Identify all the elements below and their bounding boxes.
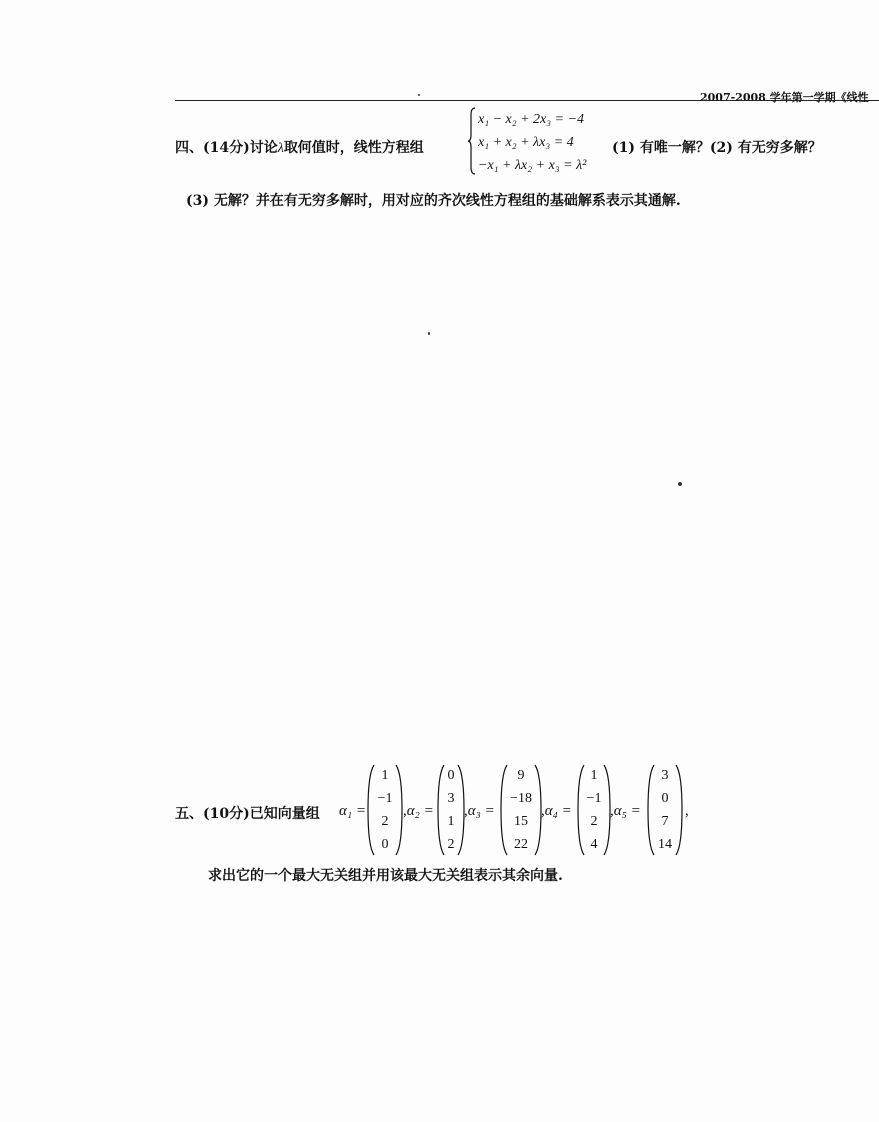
vector-entry: 0 xyxy=(447,767,455,783)
alpha3-label: ,α₃ = xyxy=(464,803,495,819)
equation-3: −x₁ + λx₂ + x₃ = λ² xyxy=(478,158,587,173)
vector-entry: 9 xyxy=(517,767,525,783)
equation-system-brace xyxy=(468,107,476,175)
vector-entry: 22 xyxy=(514,836,528,852)
vector-entry: 14 xyxy=(658,836,672,852)
vector-entry: −1 xyxy=(586,790,602,806)
q4-lambda: λ xyxy=(277,141,284,156)
q4-continuation: (3) 无解？并在有无穷多解时，用对应的齐次线性方程组的基础解系表示其通解. xyxy=(186,193,681,209)
equation-2: x₁ + x₂ + λx₃ = 4 xyxy=(478,135,574,150)
vector-list-comma: , xyxy=(685,803,689,819)
scan-speck xyxy=(428,332,430,335)
alpha2-label: ,α₂ = xyxy=(403,803,434,819)
vector-alpha4 xyxy=(577,764,611,856)
alpha1-label: α₁ = xyxy=(339,803,366,819)
vector-alpha1 xyxy=(367,764,403,856)
vector-entry: 15 xyxy=(514,813,528,829)
vector-entry: 1 xyxy=(381,767,389,783)
scan-speck xyxy=(678,482,682,486)
q4-subquestions: (1) 有唯一解？(2) 有无穷多解？ xyxy=(612,140,822,156)
vector-alpha3 xyxy=(500,764,542,856)
equation-1: x₁ − x₂ + 2x₃ = −4 xyxy=(478,112,585,127)
header-rule xyxy=(175,100,879,101)
page-header: 2007-2008 学年第一学期《线性 xyxy=(700,91,869,104)
vector-entry: 0 xyxy=(381,836,389,852)
q4-prompt xyxy=(175,137,424,157)
vector-entry: 3 xyxy=(661,767,669,783)
vector-entry: −18 xyxy=(510,790,532,806)
vector-entry: 1 xyxy=(447,813,455,829)
vector-entry: 4 xyxy=(590,836,598,852)
q4-prefix: 四、(14分)讨论 xyxy=(175,140,278,156)
q4-mid: 取何值时，线性方程组 xyxy=(283,140,424,156)
scan-speck xyxy=(418,94,420,96)
vector-alpha2 xyxy=(437,764,465,856)
q5-prefix: 五、(10分)已知向量组 xyxy=(175,806,320,822)
vector-entry: 2 xyxy=(447,836,455,852)
alpha5-label: ,α₅ = xyxy=(610,803,641,819)
vector-entry: 1 xyxy=(590,767,598,783)
vector-entry: 7 xyxy=(661,813,669,829)
q5-instruction: 求出它的一个最大无关组并用该最大无关组表示其余向量. xyxy=(208,868,563,884)
vector-entry: 2 xyxy=(590,813,598,829)
vector-entry: 0 xyxy=(661,790,669,806)
vector-entry: 3 xyxy=(447,790,455,806)
vector-entry: 2 xyxy=(381,813,389,829)
alpha4-label: ,α₄ = xyxy=(541,803,572,819)
vector-entry: −1 xyxy=(377,790,393,806)
vector-alpha5 xyxy=(647,764,683,856)
